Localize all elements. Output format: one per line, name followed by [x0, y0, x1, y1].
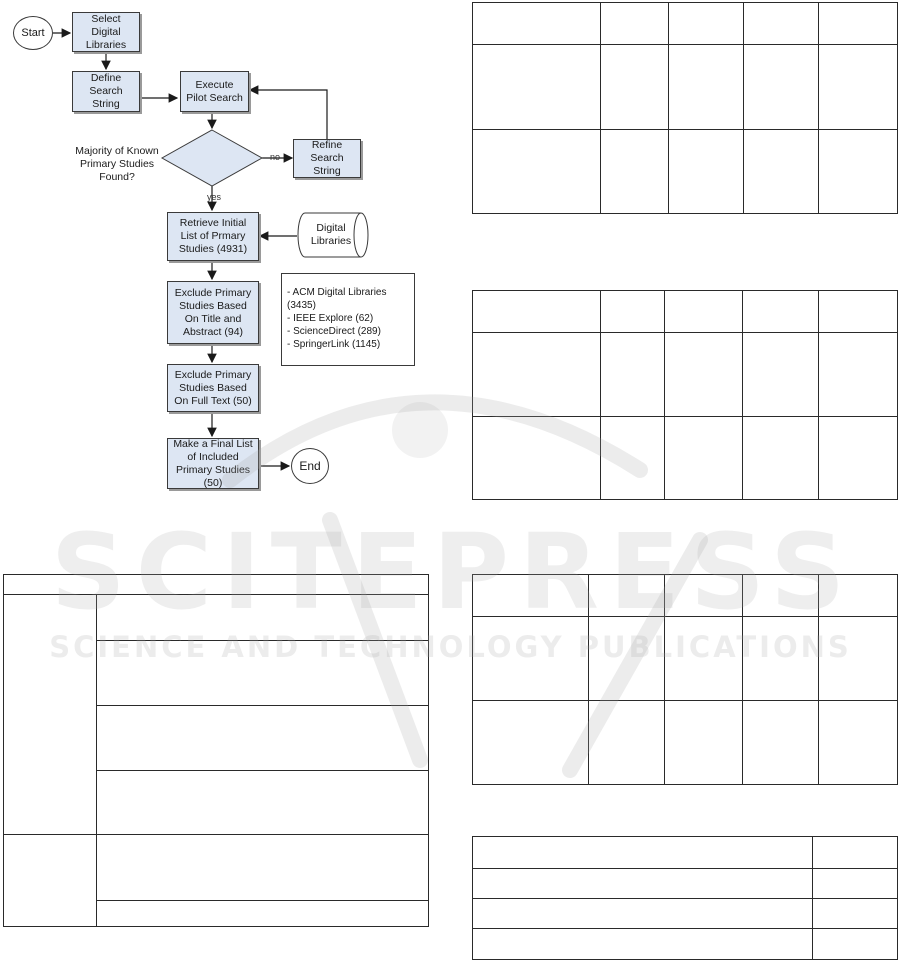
table-cell	[601, 45, 669, 130]
exclude-full-box	[167, 364, 259, 412]
table-rule	[3, 834, 428, 835]
table-cell	[601, 333, 665, 417]
table-cell	[473, 929, 813, 960]
retrieve-list-text: Retrieve Initial List of Prmary Studies (4931)	[178, 217, 248, 255]
table-cell	[473, 130, 601, 214]
exclude-full-text: Exclude Primary Studies Based On Full Text (50)	[174, 368, 252, 407]
table-cell	[813, 869, 898, 899]
table-cell	[473, 45, 601, 130]
table-cell	[473, 333, 601, 417]
right-table-1	[472, 2, 898, 214]
table-cell	[743, 417, 819, 500]
final-list-box	[167, 438, 259, 489]
table-cell	[473, 701, 589, 785]
table-cell	[473, 899, 813, 929]
table-cell	[819, 701, 898, 785]
table-rule	[3, 926, 428, 927]
exclude-title-box	[167, 281, 259, 344]
table-cell	[744, 3, 819, 45]
table-cell	[819, 130, 898, 214]
table-cell	[669, 3, 744, 45]
start-node: Start	[13, 16, 53, 50]
table-cell	[473, 3, 601, 45]
decision-diamond	[162, 130, 262, 186]
table-rule	[97, 770, 428, 771]
select-libraries-text: Select Digital Libraries	[85, 12, 127, 51]
right-table-2	[472, 290, 898, 500]
table-rule	[3, 574, 4, 927]
digital-libraries-label: Digital Libraries	[310, 222, 352, 247]
table-cell	[813, 837, 898, 869]
library-counts-note	[281, 273, 415, 366]
table-cell	[819, 333, 898, 417]
table-cell	[669, 130, 744, 214]
refine-search-box	[293, 139, 361, 178]
execute-pilot-text: Execute Pilot Search	[186, 78, 243, 104]
retrieve-list-box	[167, 212, 259, 261]
define-search-text: Define Search String	[89, 72, 123, 110]
table-cell	[813, 899, 898, 929]
decision-question: Majority of Known Primary Studies Found?	[75, 145, 159, 183]
table-cell	[819, 291, 898, 333]
table-cell	[813, 929, 898, 960]
table-cell	[743, 333, 819, 417]
table-cell	[473, 837, 813, 869]
table-cell	[744, 45, 819, 130]
no-label: no	[270, 152, 281, 162]
library-count-item: - IEEE Explore (62)	[287, 313, 374, 324]
table-cell	[743, 701, 819, 785]
table-cell	[669, 45, 744, 130]
table-cell	[819, 45, 898, 130]
table-cell	[601, 291, 665, 333]
table-cell	[743, 291, 819, 333]
watermark-subtitle: SCIENCE AND TECHNOLOGY PUBLICATIONS	[49, 630, 852, 664]
table-rule	[97, 900, 428, 901]
library-count-item: - SpringerLink (1145)	[287, 339, 381, 350]
exclude-title-text: Exclude Primary Studies Based On Title and Abstract (94)	[174, 286, 252, 338]
select-libraries-box	[72, 12, 140, 52]
table-cell	[601, 130, 669, 214]
table-cell	[665, 701, 743, 785]
table-cell	[665, 417, 743, 500]
execute-pilot-box	[180, 71, 249, 112]
table-cell	[601, 3, 669, 45]
table-cell	[473, 869, 813, 899]
yes-label: yes	[207, 192, 222, 202]
table-cell	[473, 417, 601, 500]
library-count-item: - ACM Digital Libraries (3435)	[287, 287, 387, 311]
refine-search-text: Refine Search String	[310, 139, 344, 177]
watermark-title: SCITEPRESS	[50, 511, 856, 633]
library-count-item: - ScienceDirect (289)	[287, 326, 381, 337]
table-cell	[473, 291, 601, 333]
define-search-box	[72, 71, 140, 112]
table-rule	[97, 705, 428, 706]
end-node: End	[291, 448, 329, 484]
final-list-text: Make a Final List of Included Primary Studies (50)	[173, 437, 253, 489]
table-cell	[744, 130, 819, 214]
table-cell	[665, 333, 743, 417]
table-cell	[589, 701, 665, 785]
table-cell	[601, 417, 665, 500]
right-table-4	[472, 836, 898, 960]
table-cell	[819, 417, 898, 500]
table-cell	[665, 291, 743, 333]
table-cell	[819, 3, 898, 45]
